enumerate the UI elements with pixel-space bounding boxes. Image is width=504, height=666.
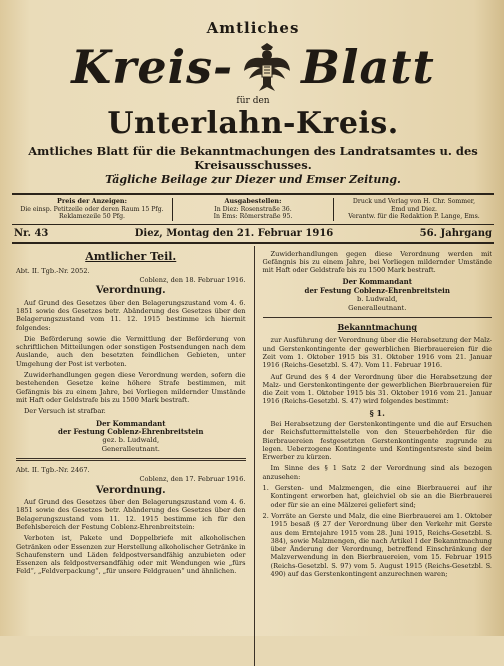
article-2-ref: Abt. II. Tgb.-Nr. 2467.	[16, 466, 90, 475]
article-1-paragraph: Der Versuch ist strafbar.	[24, 407, 106, 416]
masthead-kreis: Kreis-	[71, 40, 234, 94]
issue-year: 56. Jahrgang	[419, 227, 492, 239]
info-table	[12, 193, 494, 225]
article-1-date: Coblenz, den 18. Februar 1916.	[139, 276, 246, 285]
notice-paragraph: Bei Herabsetzung der Gerstenkontingente und die auf Ersuchen der Reichsfuttermittelstelle von den Steuerbehörden für die Bierbrauereien festgesetzten Gerstenkontingente zugrunde zu legen. Ueberzogene Kontingente und Kontingentsreste sind beim Erwerber zu kürzen.	[262, 419, 492, 462]
masthead-district: Unterlahn-Kreis.	[107, 106, 399, 141]
article-1-heading: Verordnung.	[95, 285, 166, 297]
article-2-ref-line	[16, 466, 246, 474]
notice-section-number: § 1.	[369, 407, 385, 418]
article-2-heading: Verordnung.	[95, 484, 166, 496]
offices-line-2: In Ems: Römerstraße 95.	[213, 213, 293, 220]
signature-line: Generalleutnant.	[101, 444, 160, 453]
info-publisher	[333, 198, 494, 221]
signature-line: Generalleutnant.	[348, 303, 407, 312]
signature-line: Der Kommandant	[96, 418, 166, 428]
masthead-blatt: Blatt	[301, 40, 435, 94]
article-1-signature	[16, 420, 246, 454]
masthead-supplement-note: Tägliche Beilage zur Diezer und Emser Zeitung.	[105, 173, 401, 186]
signature-line: der Festung Coblenz-Ehrenbreitstein	[304, 285, 450, 295]
issue-date: Diez, Montag den 21. Februar 1916	[134, 227, 334, 239]
masthead-amtliches: Amtliches	[206, 19, 300, 37]
article-1-ref-line	[16, 267, 246, 275]
left-column	[12, 246, 254, 666]
article-2-paragraph: Auf Grund des Gesetzes über den Belagerungszustand vom 4. 6. 1851 sowie des Gesetzes betr. Abänderung des Gesetzes über den Belagerungszustand vom 11. 12. 1915 bestimme ich für den Befehlsbereich der Festung Coblenz-Ehrenbreitstein:	[16, 498, 246, 531]
issue-number: Nr. 43	[14, 227, 49, 239]
masthead	[12, 20, 494, 187]
section-title: Amtlicher Teil.	[85, 249, 177, 263]
signature-line: b. Ludwald,	[357, 295, 398, 304]
prices-line-1: Die einsp. Petitzeile oder deren Raum 15 Pfg.	[20, 205, 164, 213]
offices-line-1: In Diez: Rosenstraße 36.	[214, 205, 292, 213]
publisher-line-1: Druck und Verlag von H. Chr. Sommer,	[352, 198, 476, 205]
right-signature	[263, 278, 493, 312]
article-2-date: Coblenz, den 17. Februar 1916.	[139, 475, 246, 484]
article-divider	[16, 458, 246, 461]
prussian-eagle-icon	[243, 41, 291, 93]
offices-title: Ausgabestellen:	[224, 197, 282, 205]
article-1-paragraph: Zuwiderhandlungen gegen diese Verordnung werden, sofern die bestehenden Gesetze keine höhere Strafe bestimmen, mit Gefängnis bis zu einem Jahre, bei Vorliegen mildernder Umstände mit Haft oder Geldstrafe bis zu 1500 Mark bestraft.	[16, 371, 246, 404]
masthead-fuer-den: für den	[236, 96, 270, 106]
right-top-paragraph: Zuwiderhandlungen gegen diese Verordnung werden mit Gefängnis bis zu einem Jahre, bei Vorliegen mildernder Umstände mit Haft oder Geldstrafe bis zu 1500 Mark bestraft.	[262, 249, 492, 275]
masthead-subtitle: Amtliches Blatt für die Bekanntmachungen des Landratsamtes u. des Kreisausschusses.	[28, 144, 478, 172]
article-columns	[12, 246, 494, 666]
right-column	[254, 246, 495, 666]
notice-heading: Bekanntmachung	[337, 322, 417, 333]
notice-paragraph: zur Ausführung der Verordnung über die Herabsetzung der Malz- und Gerstenkontingente der gewerblichen Bierbrauereien für die Zeit vom 1. Oktober 1915 bis 31. Oktober 1916 vom 21. Januar 1916 (Reichs-Gesetzbl. S. 47). Vom 11. Februar 1916.	[262, 336, 492, 370]
article-divider	[263, 317, 493, 318]
article-1-ref: Abt. II. Tgb.-Nr. 2052.	[16, 266, 90, 275]
signature-line: der Festung Coblenz-Ehrenbreitstein	[58, 426, 204, 436]
notice-list-item: 1. Gersten- und Malzmengen, die eine Bierbrauerei auf ihr Kontingent erworben hat, gleichviel ob sie an die Bierbrauerei oder für sie an eine Mälzerei geliefert sind;	[262, 484, 492, 509]
notice-paragraph: Im Sinne des § 1 Satz 2 der Verordnung sind als bezogen anzusehen:	[262, 464, 492, 481]
signature-line: gez. b. Ludwald,	[102, 436, 160, 445]
publisher-line-3: Verantw. für die Redaktion P. Lange, Ems.	[348, 213, 480, 220]
prices-line-2: Reklamezeile 50 Pfg.	[59, 213, 125, 220]
issue-bar	[12, 225, 494, 244]
article-1-paragraph: Auf Grund des Gesetzes über den Belagerungszustand vom 4. 6. 1851 sowie des Gesetzes betr. Abänderung des Gesetzes über den Belagerungszustand vom 11. 12. 1915 bestimme ich hiermit folgendes:	[16, 298, 246, 332]
prices-title: Preis der Anzeigen:	[57, 197, 127, 205]
info-offices	[172, 198, 333, 221]
signature-line: Der Kommandant	[342, 277, 412, 287]
notice-list-item: 2. Vorräte an Gerste und Malz, die eine Bierbrauerei am 1. Oktober 1915 besaß (§ 27 der Verordnung über den Verkehr mit Gerste aus dem Erntejahre 1915 vom 28. Juni 1915, Reichs-Gesetzbl. S. 384), sowie Malzmengen, die nach Artikel I der Bekanntmachung über Änderung der Verordnung, betreffend Einschränkung der Malzverwendung in den Bierbrauereien, vom 15. Februar 1915 (Reichs-Gesetzbl. S. 97) vom 5. August 1915 (Reichs-Gesetzbl. S. 490) auf das Gerstenkontingent anzurechnen waren;	[262, 511, 492, 579]
article-2-paragraph: Verboten ist, Pakete und Doppelbriefe mit alkoholischen Getränken oder Essenzen zur Herstellung alkoholischer Getränke in Schaufenstern und Läden feldpostversandfähig anzubieten oder Essenzen als feldpostversandfähig oder mit Wendungen wie „fürs Feld“, „Feldverpackung“, „für unsere Feldgrauen“ und ähnlichen.	[16, 534, 246, 576]
info-prices	[12, 198, 172, 221]
article-1-paragraph: Die Beförderung sowie die Vermittlung der Beförderung von schriftlichen Mitteilungen oder sonstigen Postsendungen nach dem Auslande, auch den besetzten feindlichen Gebieten, unter Umgehung der Post ist verboten.	[16, 334, 246, 368]
masthead-title-row	[12, 40, 494, 94]
notice-paragraph: Auf Grund des § 4 der Verordnung über die Herabsetzung der Malz- und Gerstenkontingente der gewerblichen Bierbrauereien für die Zeit vom 1. Oktober 1915 bis 31. Oktober 1916 vom 21. Januar 1916 (Reichs-Gesetzbl. S. 47) wird folgendes bestimmt:	[262, 372, 492, 406]
publisher-line-2: Emd und Diez.	[390, 205, 438, 213]
